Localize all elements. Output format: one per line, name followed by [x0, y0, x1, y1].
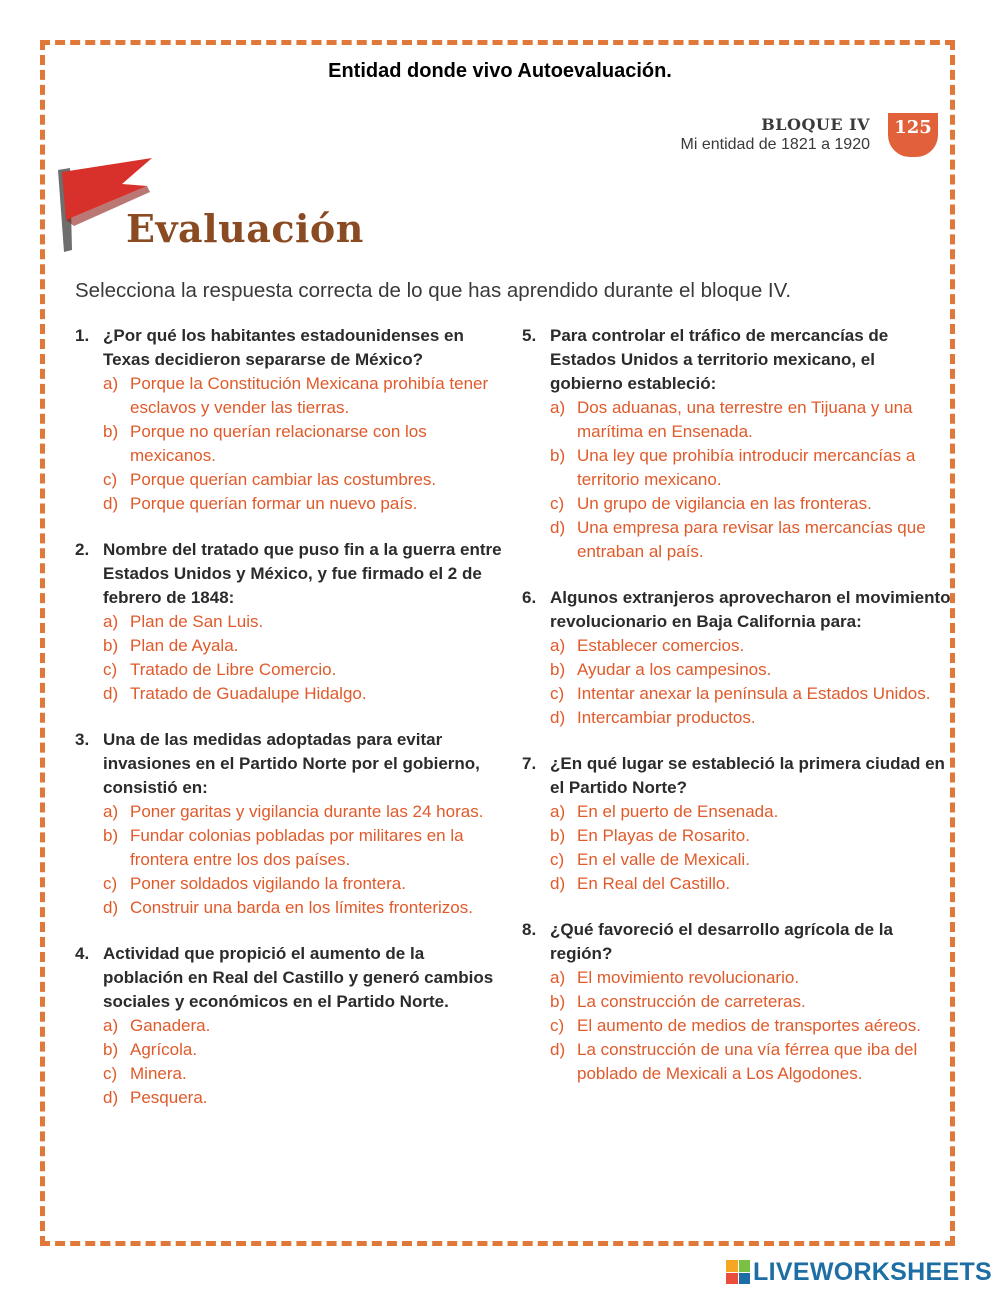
section-title: Evaluación [126, 206, 364, 251]
answer-options [522, 966, 952, 1086]
question-number: 6. [522, 588, 537, 607]
option-letter: a) [103, 802, 119, 821]
answer-option[interactable] [550, 1014, 952, 1038]
option-text: Tratado de Guadalupe Hidalgo. [130, 684, 367, 703]
question-number: 7. [522, 754, 537, 773]
answer-option[interactable] [550, 872, 952, 896]
answer-option[interactable] [550, 658, 952, 682]
question-number: 1. [75, 326, 90, 345]
question-item [522, 752, 952, 896]
answer-options [75, 372, 505, 516]
answer-options [75, 800, 505, 920]
answer-option[interactable] [103, 1038, 505, 1062]
option-letter: b) [550, 992, 566, 1011]
answer-option[interactable] [550, 966, 952, 990]
option-letter: a) [550, 636, 566, 655]
option-text: Intercambiar productos. [577, 708, 756, 727]
question-item [522, 586, 952, 730]
answer-option[interactable] [103, 420, 505, 468]
answer-option[interactable] [550, 1038, 952, 1086]
option-text: Construir una barda en los límites fronterizos. [130, 898, 473, 917]
liveworksheets-brand [726, 1258, 992, 1286]
option-letter: b) [103, 826, 119, 845]
question-number: 2. [75, 540, 90, 559]
answer-options [522, 634, 952, 730]
option-letter: b) [550, 446, 566, 465]
block-title: BLOQUE IV [761, 115, 870, 134]
answer-options [522, 800, 952, 896]
answer-option[interactable] [550, 396, 952, 444]
option-text: Intentar anexar la península a Estados Unidos. [577, 684, 931, 703]
option-letter: d) [103, 1088, 119, 1107]
option-text: Porque no querían relacionarse con los mexicanos. [130, 422, 427, 465]
answer-option[interactable] [103, 468, 505, 492]
question-item [75, 728, 505, 920]
option-letter: c) [550, 1016, 565, 1035]
option-letter: c) [103, 1064, 118, 1083]
question-text: Una de las medidas adoptadas para evitar invasiones en el Partido Norte por el gobierno, consistió en: [103, 730, 480, 797]
answer-option[interactable] [550, 848, 952, 872]
question-item [75, 942, 505, 1110]
answer-option[interactable] [103, 492, 505, 516]
answer-option[interactable] [103, 824, 505, 872]
answer-option[interactable] [550, 516, 952, 564]
option-text: Ganadera. [130, 1016, 211, 1035]
question-text: ¿Por qué los habitantes estadounidenses en Texas decidieron separarse de México? [103, 326, 464, 369]
option-letter: d) [550, 874, 566, 893]
answer-option[interactable] [103, 1086, 505, 1110]
answer-option[interactable] [550, 634, 952, 658]
option-text: Un grupo de vigilancia en las fronteras. [577, 494, 872, 513]
block-header [681, 115, 870, 154]
option-text: Plan de San Luis. [130, 612, 264, 631]
question-number: 4. [75, 944, 90, 963]
option-letter: b) [550, 826, 566, 845]
answer-options [75, 610, 505, 706]
option-letter: a) [103, 612, 119, 631]
option-letter: d) [550, 708, 566, 727]
option-text: Minera. [130, 1064, 187, 1083]
question-text: Actividad que propició el aumento de la población en Real del Castillo y generó cambios sociales y económicos en el Partido Norte. [103, 944, 494, 1011]
question-number: 5. [522, 326, 537, 345]
option-text: Establecer comercios. [577, 636, 745, 655]
answer-option[interactable] [103, 372, 505, 420]
option-letter: c) [550, 684, 565, 703]
answer-options [522, 396, 952, 564]
option-letter: d) [103, 684, 119, 703]
option-text: Porque querían formar un nuevo país. [130, 494, 418, 513]
option-letter: a) [103, 1016, 119, 1035]
option-letter: b) [103, 422, 119, 441]
option-letter: b) [103, 1040, 119, 1059]
option-text: El movimiento revolucionario. [577, 968, 800, 987]
option-letter: a) [103, 374, 119, 393]
option-text: Pesquera. [130, 1088, 208, 1107]
option-text: Una empresa para revisar las mercancías que entraban al país. [577, 518, 926, 561]
option-text: Porque la Constitución Mexicana prohibía tener esclavos y vender las tierras. [130, 374, 489, 417]
option-text: En el valle de Mexicali. [577, 850, 750, 869]
answer-option[interactable] [550, 444, 952, 492]
brand-name: LIVEWORKSHEETS [753, 1257, 992, 1286]
option-text: Fundar colonias pobladas por militares en la frontera entre los dos países. [130, 826, 464, 869]
answer-option[interactable] [103, 896, 505, 920]
option-letter: b) [550, 660, 566, 679]
question-number: 8. [522, 920, 537, 939]
question-item [522, 918, 952, 1086]
answer-option[interactable] [103, 682, 505, 706]
option-letter: a) [550, 398, 566, 417]
question-number: 3. [75, 730, 90, 749]
option-text: Plan de Ayala. [130, 636, 239, 655]
question-item [522, 324, 952, 564]
question-text: Algunos extranjeros aprovecharon el movimiento revolucionario en Baja California para: [550, 588, 951, 631]
question-text: Nombre del tratado que puso fin a la guerra entre Estados Unidos y México, y fue firmado el 2 de febrero de 1848: [103, 540, 502, 607]
option-text: Agrícola. [130, 1040, 198, 1059]
answer-option[interactable] [550, 990, 952, 1014]
option-text: Una ley que prohibía introducir mercancías a territorio mexicano. [577, 446, 916, 489]
answer-option[interactable] [550, 824, 952, 848]
right-question-column [522, 324, 952, 1108]
option-text: Dos aduanas, una terrestre en Tijuana y una marítima en Ensenada. [577, 398, 913, 441]
option-letter: c) [550, 850, 565, 869]
block-subtitle: Mi entidad de 1821 a 1920 [680, 136, 870, 153]
question-text: ¿Qué favoreció el desarrollo agrícola de la región? [550, 920, 893, 963]
option-text: En el puerto de Ensenada. [577, 802, 779, 821]
page-number-badge: 125 [888, 113, 938, 157]
question-item [75, 324, 505, 516]
left-question-column [75, 324, 505, 1132]
answer-option[interactable] [103, 610, 505, 634]
option-text: La construcción de una vía férrea que iba del poblado de Mexicali a Los Algodones. [577, 1040, 918, 1083]
answer-option[interactable] [103, 872, 505, 896]
answer-options [75, 1014, 505, 1110]
option-text: Poner garitas y vigilancia durante las 24 horas. [130, 802, 484, 821]
option-letter: a) [550, 968, 566, 987]
question-item [75, 538, 505, 706]
answer-option[interactable] [550, 682, 952, 706]
option-text: En Playas de Rosarito. [577, 826, 750, 845]
option-letter: c) [103, 660, 118, 679]
answer-option[interactable] [550, 492, 952, 516]
page-title: Entidad donde vivo Autoevaluación. [328, 60, 672, 82]
instructions: Selecciona la respuesta correcta de lo que has aprendido durante el bloque IV. [75, 279, 792, 302]
option-text: Tratado de Libre Comercio. [130, 660, 337, 679]
option-text: La construcción de carreteras. [577, 992, 806, 1011]
option-letter: d) [550, 1040, 566, 1059]
option-text: Ayudar a los campesinos. [577, 660, 772, 679]
option-letter: c) [103, 470, 118, 489]
answer-option[interactable] [103, 658, 505, 682]
liveworksheets-logo-icon [726, 1260, 750, 1284]
option-letter: c) [103, 874, 118, 893]
option-text: En Real del Castillo. [577, 874, 731, 893]
option-text: Poner soldados vigilando la frontera. [130, 874, 406, 893]
option-letter: c) [550, 494, 565, 513]
option-text: Porque querían cambiar las costumbres. [130, 470, 437, 489]
option-letter: d) [103, 494, 119, 513]
option-letter: a) [550, 802, 566, 821]
answer-option[interactable] [550, 800, 952, 824]
answer-option[interactable] [103, 800, 505, 824]
answer-option[interactable] [550, 706, 952, 730]
answer-option[interactable] [103, 1014, 505, 1038]
answer-option[interactable] [103, 1062, 505, 1086]
option-text: El aumento de medios de transportes aéreos. [577, 1016, 921, 1035]
answer-option[interactable] [103, 634, 505, 658]
option-letter: b) [103, 636, 119, 655]
question-text: Para controlar el tráfico de mercancías de Estados Unidos a territorio mexicano, el gobierno estableció: [550, 326, 889, 393]
question-text: ¿En qué lugar se estableció la primera ciudad en el Partido Norte? [550, 754, 945, 797]
option-letter: d) [103, 898, 119, 917]
option-letter: d) [550, 518, 566, 537]
